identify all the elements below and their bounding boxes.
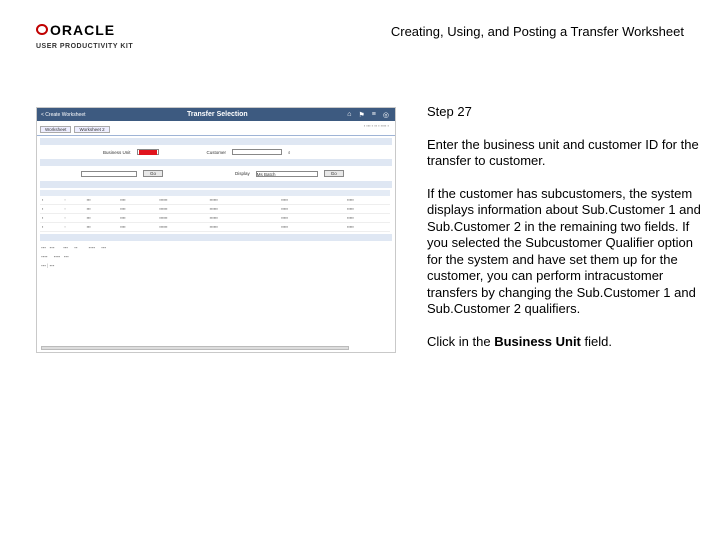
display-label: Display	[235, 171, 250, 176]
back-link[interactable]: < Create Worksheet	[41, 111, 86, 118]
customer-field[interactable]	[232, 149, 282, 155]
table-row[interactable]: ▪ ▫ ▪▪▪ ▪▪▪▪ ▪▪▪▪▪▪ ▪▪▪▪▪▪ ▪▪▪▪▪ ▪▪▪▪▪	[40, 223, 390, 232]
compass-icon[interactable]: ◎	[382, 111, 389, 119]
instruction-panel	[427, 104, 707, 366]
section-header-base-unit	[40, 181, 392, 188]
display-go-button[interactable]: Go	[324, 170, 344, 177]
toolbar-icons	[347, 111, 389, 119]
section-header-totals	[40, 234, 392, 241]
instruction-action	[427, 334, 707, 351]
footer-links: ▪▪▪ | ▪▪▪	[41, 263, 55, 268]
logo-top-text: ORACLE	[50, 22, 116, 38]
actions-row: ▪▪▪▪ ▪▪▪▪ ▪▪▪	[41, 254, 69, 259]
logo-subtitle: USER PRODUCTIVITY KIT	[36, 43, 134, 50]
table-row[interactable]: ▪ ▫ ▪▪▪ ▪▪▪▪ ▪▪▪▪▪▪ ▪▪▪▪▪▪ ▪▪▪▪▪ ▪▪▪▪▪	[40, 205, 390, 214]
flag-icon[interactable]: ⚑	[358, 111, 365, 119]
horizontal-scrollbar[interactable]	[41, 346, 349, 350]
tab-worksheet[interactable]: Worksheet	[40, 126, 71, 133]
business-unit-highlight	[139, 150, 157, 155]
action-suffix: field.	[580, 333, 612, 349]
page-links: ▪ ▪▪▪ ▪ ▪▪ ▪ ▪▪▪▪ ▪	[363, 123, 389, 128]
action-target: Business Unit	[494, 333, 581, 349]
section-header-item-selection	[40, 159, 392, 166]
customer-label: Customer	[206, 149, 227, 155]
oracle-logo-icon	[36, 24, 48, 35]
home-icon[interactable]: ⌂	[347, 110, 352, 118]
business-unit-field[interactable]	[137, 149, 159, 155]
range-select-field[interactable]	[81, 171, 137, 177]
oracle-wordmark	[36, 23, 115, 37]
business-unit-label: Business Unit	[103, 149, 131, 155]
oracle-upk-logo	[36, 22, 154, 50]
screenshot-tabs	[40, 126, 395, 133]
screenshot-window-title: Transfer Selection	[187, 111, 248, 118]
application-screenshot	[36, 107, 396, 353]
lookup-icon[interactable]: ⌕	[288, 149, 291, 155]
tab-worksheet-2[interactable]: Worksheet 2	[74, 126, 109, 133]
document-title: Creating, Using, and Posting a Transfer Worksheet	[390, 24, 684, 39]
step-number: Step 27	[427, 104, 472, 119]
instruction-paragraph-2: If the customer has subcustomers, the system displays information about Sub.Customer 1 and Sub.Customer 2 in the remaining two fields. If you selected the Subcustomer Qualifier option for the system and have set them up for the customer, you can perform intracustomer transfers by changing the Sub.Customer 1 and Sub.Customer 2 qualifiers.	[427, 185, 701, 316]
go-button[interactable]: Go	[143, 170, 163, 177]
display-row	[37, 168, 395, 179]
business-unit-row	[37, 147, 395, 157]
display-select[interactable]: Ms Batch	[256, 171, 318, 177]
section-header-transfer-to	[40, 138, 392, 145]
totals-row: ▪▪▪ ▪▪▪ ▪▪▪ ▪▪ ▪▪▪▪ ▪▪▪	[41, 245, 106, 250]
screenshot-title-bar	[37, 108, 395, 121]
table-row[interactable]: ▪ ▫ ▪▪▪ ▪▪▪▪ ▪▪▪▪▪▪ ▪▪▪▪▪▪ ▪▪▪▪▪ ▪▪▪▪▪	[40, 196, 390, 205]
menu-icon[interactable]: ≡	[371, 110, 376, 118]
transfer-grid	[40, 190, 390, 232]
table-row[interactable]: ▪ ▫ ▪▪▪ ▪▪▪▪ ▪▪▪▪▪▪ ▪▪▪▪▪▪ ▪▪▪▪▪ ▪▪▪▪▪	[40, 214, 390, 223]
instruction-paragraph-1: Enter the business unit and customer ID for the transfer to customer.	[427, 136, 699, 168]
divider	[37, 135, 395, 136]
action-prefix: Click in the	[427, 333, 495, 349]
